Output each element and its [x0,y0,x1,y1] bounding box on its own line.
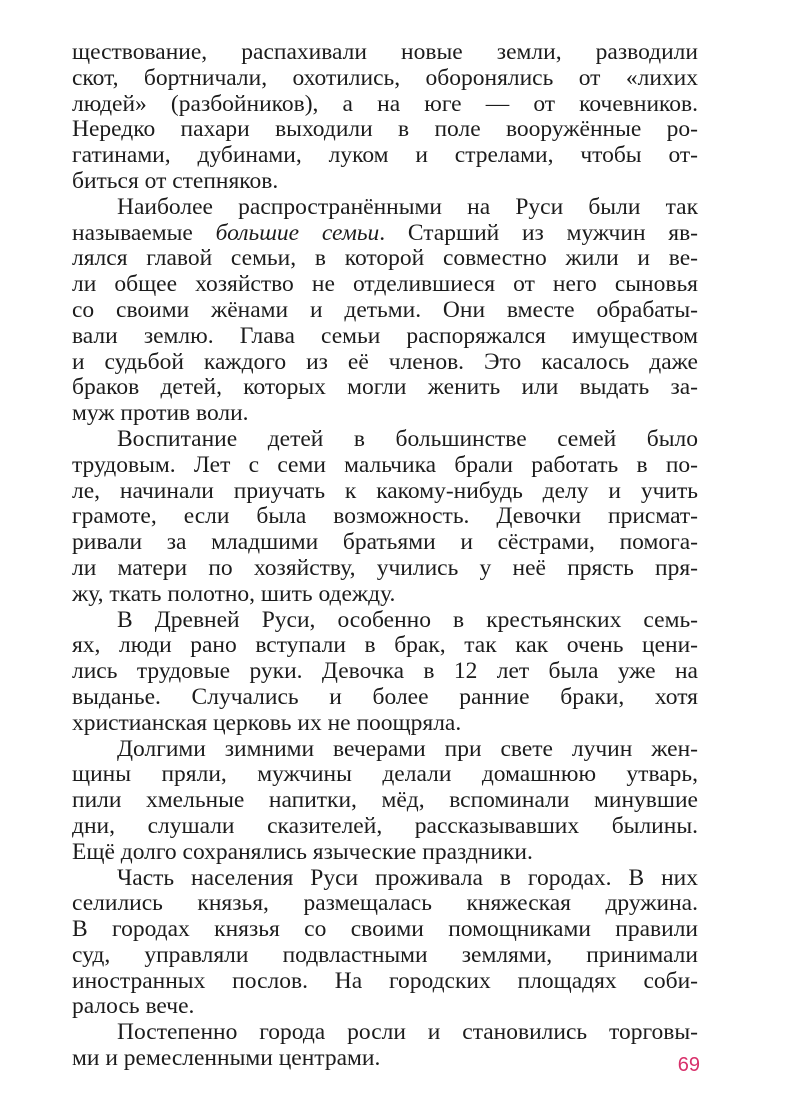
text-line: ли матери по хозяйству, учились у неё прясть пря- [72,554,698,581]
paragraph-5 [72,737,698,866]
text-line: муж против воли. [72,400,249,427]
text-line: ми и ремесленными центрами. [72,1045,381,1072]
text-fragment: . Старший из мужчин яв- [379,219,698,246]
text-line: пили хмельные напитки, мёд, вспоминали минувшие [72,787,698,814]
text-line: Наиболее распространёнными на Руси были так [117,193,698,220]
text-line: биться от степняков. [72,167,279,194]
paragraph-3 [72,427,698,608]
text-line: выданье. Случались и более ранние браки, хотя [72,683,698,710]
text-line: Нередко пахари выходили в поле вооружённые ро- [72,116,698,143]
page-number: 69 [677,1054,700,1076]
text-line: трудовым. Лет с семи мальчика брали работать в по- [72,451,698,478]
text-line: В Древней Руси, особенно в крестьянских семь- [117,606,698,633]
text-line: вали землю. Глава семьи распоряжался имуществом [72,322,698,349]
text-line: грамоте, если была возможность. Девочки присмат- [72,503,698,530]
text-line: со своими жёнами и детьми. Они вместе обрабаты- [72,296,698,323]
text-line: ществование, распахивали новые земли, разводили [72,39,698,65]
text-line: лись трудовые руки. Девочка в 12 лет была уже на [72,658,698,685]
text-line: Долгими зимними вечерами при свете лучин жен- [117,735,698,762]
text-line: щины пряли, мужчины делали домашнюю утварь, [72,761,698,788]
text-line-with-term [72,221,698,247]
text-line: В городах князья со своими помощниками правили [72,916,698,943]
paragraph-6 [72,866,698,1021]
text-line: гатинами, дубинами, луком и стрелами, чтобы от- [72,142,698,169]
text-line: Воспитание детей в большинстве семей было [117,425,698,452]
text-line: Часть населения Руси проживала в городах. В них [117,864,698,891]
text-line: скот, бортничали, охотились, оборонялись от «лихих [72,64,698,91]
text-line: селились князья, размещалась княжеская дружина. [72,890,698,917]
text-line: Постепенно города росли и становились торговы- [117,1019,698,1046]
paragraph-1 [72,40,698,195]
text-line: ле, начинали приучать к какому-нибудь делу и учить [72,477,698,504]
textbook-page [72,40,698,1072]
paragraph-7 [72,1020,698,1072]
text-line: дни, слушали сказителей, рассказывавших былины. [72,812,698,839]
paragraph-4 [72,608,698,737]
text-line: ли общее хозяйство не отделившиеся от него сыновья [72,271,698,298]
italic-term: большие семьи [215,219,380,246]
text-fragment: называемые [72,219,193,246]
text-line: ях, люди рано вступали в брак, так как очень цени- [72,632,698,659]
text-line: ралось вече. [72,993,195,1020]
paragraph-2 [72,195,698,427]
text-line: Ещё долго сохранялись языческие праздники. [72,838,533,865]
text-line: и судьбой каждого из её членов. Это касалось даже [72,348,698,375]
text-line: христианская церковь их не поощряла. [72,709,462,736]
text-line: суд, управляли подвластными землями, принимали [72,941,698,968]
text-line: иностранных послов. На городских площадях соби- [72,967,698,994]
text-line: лялся главой семьи, в которой совместно жили и ве- [72,245,698,272]
text-line: людей» (разбойников), а на юге — от кочевников. [72,90,698,117]
text-line: браков детей, которых могли женить или выдать за- [72,374,698,401]
text-line: ривали за младшими братьями и сёстрами, помога- [72,529,698,556]
text-line: жу, ткать полотно, шить одежду. [72,580,396,607]
